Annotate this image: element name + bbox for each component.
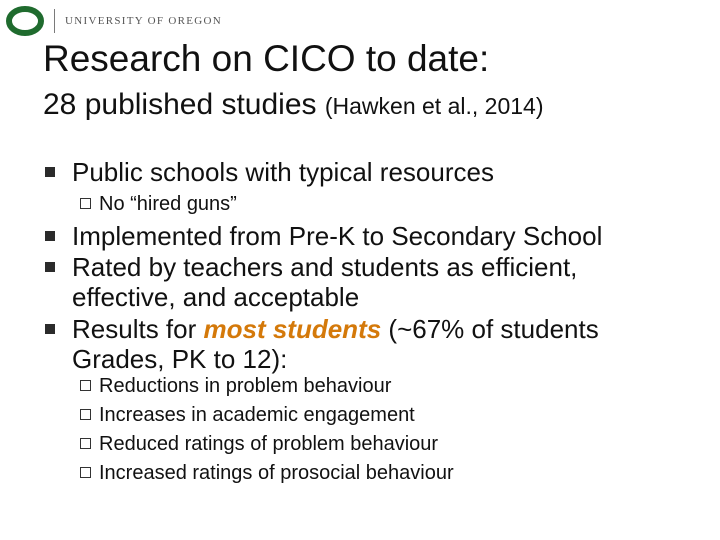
sub-bullet-text: Reduced ratings of problem behaviour <box>99 433 439 455</box>
oregon-o-logo-icon <box>6 6 44 36</box>
sub-bullet-4-4 <box>80 461 454 485</box>
bullet-square-icon <box>45 324 55 334</box>
sub-bullet-text: No “hired guns” <box>99 193 237 215</box>
logo-divider <box>54 9 55 33</box>
bullet-4-line-1 <box>72 314 599 344</box>
bullet-4-line-2: Grades, PK to 12): <box>72 344 288 374</box>
sub-bullet-text: Reductions in problem behaviour <box>99 375 392 397</box>
sub-bullet-1-1 <box>80 192 237 216</box>
bullet-3-line-1: Rated by teachers and students as efficient, <box>72 252 578 282</box>
bullet-2: Implemented from Pre-K to Secondary School <box>72 221 603 251</box>
emphasis-most-students: most students <box>203 314 382 344</box>
sub-bullet-square-icon <box>80 438 91 449</box>
university-logo <box>6 4 222 38</box>
sub-bullet-square-icon <box>80 467 91 478</box>
bullet-4 <box>72 314 599 374</box>
bullet-3-line-2: effective, and acceptable <box>72 282 360 312</box>
bullet-4-post: (~67% of students <box>381 314 599 344</box>
sub-bullet-square-icon <box>80 380 91 391</box>
subtitle-main: 28 published studies <box>43 88 317 121</box>
bullet-square-icon <box>45 262 55 272</box>
bullet-1: Public schools with typical resources <box>72 157 494 187</box>
logo-text: UNIVERSITY OF OREGON <box>65 15 222 27</box>
bullet-3 <box>72 252 577 312</box>
sub-bullet-4-1 <box>80 374 391 398</box>
bullet-square-icon <box>45 231 55 241</box>
subtitle-citation: (Hawken et al., 2014) <box>324 93 544 119</box>
bullet-4-pre: Results for <box>72 314 204 344</box>
sub-bullet-4-2 <box>80 403 415 427</box>
sub-bullet-text: Increases in academic engagement <box>99 404 415 426</box>
sub-bullet-square-icon <box>80 409 91 420</box>
sub-bullet-4-3 <box>80 432 438 456</box>
sub-bullet-square-icon <box>80 198 91 209</box>
slide-title: Research on CICO to date: <box>43 38 490 79</box>
sub-bullet-text: Increased ratings of prosocial behaviour <box>99 462 454 484</box>
slide-subtitle <box>43 88 544 122</box>
bullet-square-icon <box>45 167 55 177</box>
